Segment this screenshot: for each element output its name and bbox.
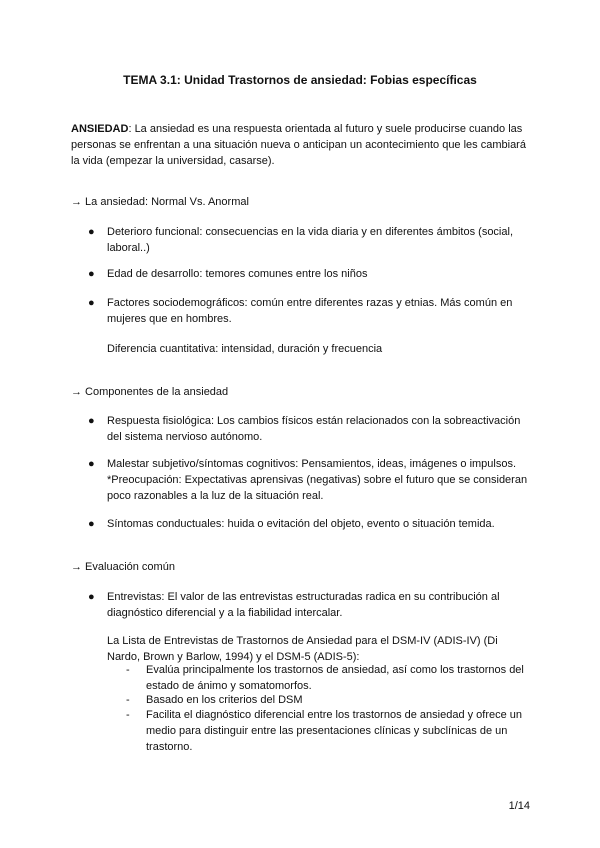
page-title: TEMA 3.1: Unidad Trastornos de ansiedad: Fobias específicas bbox=[123, 73, 477, 87]
section-heading-normal-vs-anormal: → La ansiedad: Normal Vs. Anormal bbox=[71, 196, 249, 208]
bullet-icon: ● bbox=[88, 415, 95, 427]
section-heading-evaluacion: → Evaluación común bbox=[71, 561, 175, 573]
bullet-icon: ● bbox=[88, 591, 95, 603]
list-item bbox=[88, 413, 528, 445]
list-item-text: Edad de desarrollo: temores comunes entre los niños bbox=[107, 268, 368, 280]
note-text: La Lista de Entrevistas de Trastornos de Ansiedad para el DSM-IV (ADIS-IV) (Di Nardo, Brown y Barlow, 1994) y el DSM-5 (ADIS-5): bbox=[107, 635, 498, 663]
list-item-text: Entrevistas: El valor de las entrevistas estructuradas radica en su contribución al diagnóstico diferencial y a la fiabilidad intercalar. bbox=[107, 591, 500, 619]
dash-mark: - bbox=[126, 694, 130, 706]
dash-item-text: Facilita el diagnóstico diferencial entre los trastornos de ansiedad y ofrece un medio para distinguir entre las presentaciones clínicas y subclínicas de un trastorno. bbox=[146, 709, 523, 753]
page-number: 1/14 bbox=[508, 800, 530, 812]
list-item bbox=[88, 266, 528, 282]
dash-item-text: Basado en los criterios del DSM bbox=[146, 694, 303, 706]
dash-item-text: Evalúa principalmente los trastornos de ansiedad, así como los trastornos del estado de ánimo y somatomorfos. bbox=[146, 664, 524, 692]
bullet-icon: ● bbox=[88, 268, 95, 280]
bullet-icon: ● bbox=[88, 458, 95, 470]
list-item-text: Respuesta fisiológica: Los cambios físicos están relacionados con la sobreactivación del sistema nervioso autónomo. bbox=[107, 415, 521, 443]
list-item bbox=[88, 456, 528, 504]
list-item bbox=[88, 295, 528, 327]
list-item bbox=[88, 224, 528, 256]
dash-mark: - bbox=[126, 709, 130, 721]
dash-item bbox=[126, 662, 526, 694]
bullet-icon: ● bbox=[88, 226, 95, 238]
dash-mark: - bbox=[126, 664, 130, 676]
intro-paragraph bbox=[71, 121, 531, 169]
list-item-text: Deterioro funcional: consecuencias en la vida diaria y en diferentes ámbitos (social, laboral..) bbox=[107, 226, 513, 254]
intro-term: ANSIEDAD bbox=[71, 123, 129, 135]
list-item-text: Factores sociodemográficos: común entre diferentes razas y etnias. Más común en mujeres que en hombres. bbox=[107, 297, 513, 325]
bullet-icon: ● bbox=[88, 518, 95, 530]
note-text: Diferencia cuantitativa: intensidad, duración y frecuencia bbox=[107, 343, 383, 355]
list-item-text: Síntomas conductuales: huida o evitación del objeto, evento o situación temida. bbox=[107, 518, 495, 530]
section-heading-componentes: → Componentes de la ansiedad bbox=[71, 386, 229, 398]
list-item bbox=[88, 589, 528, 621]
dash-item bbox=[126, 692, 526, 708]
list-item bbox=[88, 516, 528, 532]
intro-text: : La ansiedad es una respuesta orientada al futuro y suele producirse cuando las personas se enfrentan a una situación nueva o anticipan un acontecimiento que les cambiará la vida (empezar la universidad, casarse). bbox=[71, 123, 526, 167]
list-item-text: Malestar subjetivo/síntomas cognitivos: Pensamientos, ideas, imágenes o impulsos. *Preocupación: Expectativas aprensivas (negativas) sobre el futuro que se consideran poco razonables a la luz de la situación real. bbox=[107, 458, 528, 502]
bullet-icon: ● bbox=[88, 297, 95, 309]
dash-item bbox=[126, 707, 526, 755]
